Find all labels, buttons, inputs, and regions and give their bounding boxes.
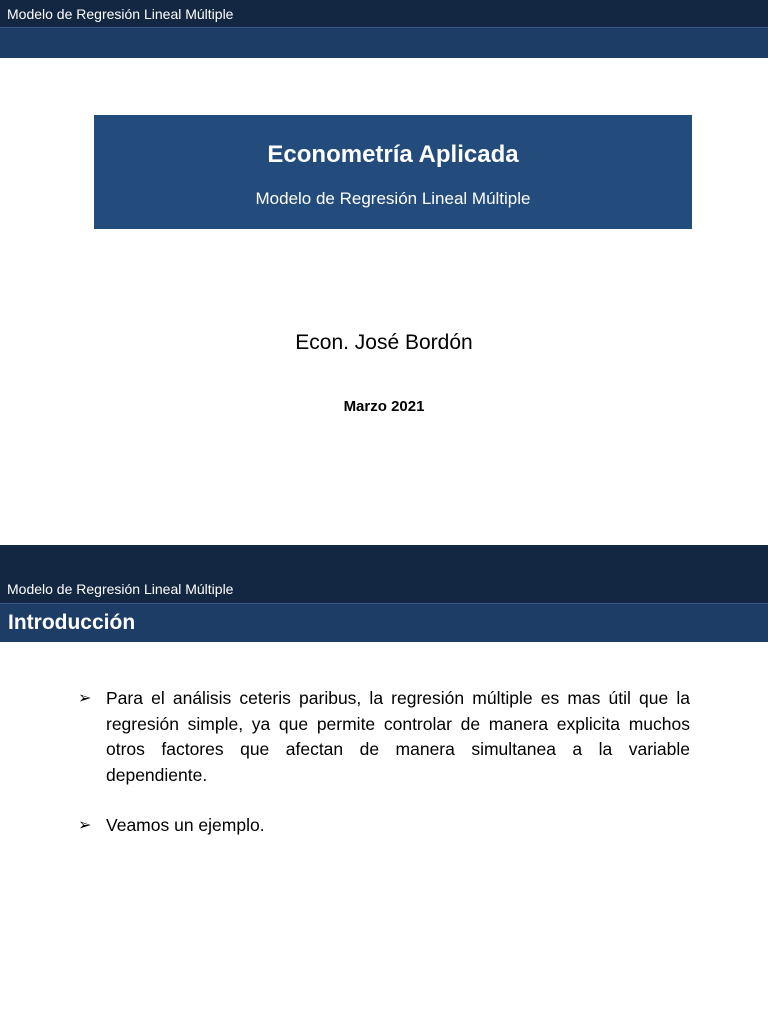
slide-header-text: Modelo de Regresión Lineal Múltiple [7, 581, 234, 597]
bullet-text: Veamos un ejemplo. [106, 815, 265, 835]
title-box [94, 115, 692, 229]
slide-title: Econometría Aplicada [267, 141, 519, 168]
slide-header: Modelo de Regresión Lineal Múltiple [0, 0, 768, 27]
list-item [78, 686, 690, 788]
author-name: Econ. José Bordón [295, 331, 473, 354]
arrow-bullet-icon: ➢ [78, 690, 92, 707]
presentation-date: Marzo 2021 [343, 398, 425, 415]
list-item [78, 813, 690, 839]
slide-subtitle: Modelo de Regresión Lineal Múltiple [255, 189, 531, 208]
header-band [0, 27, 768, 58]
bullet-text: Para el análisis ceteris paribus, la regresión múltiple es mas útil que la regresión simple, ya que permite controlar de manera explicita muchos otros factores que afectan de manera simultanea a la variable dependiente. [106, 688, 690, 785]
content-slide [0, 545, 768, 1024]
arrow-bullet-icon: ➢ [78, 817, 92, 834]
bullet-list [78, 686, 690, 864]
section-title: Introducción [0, 603, 768, 642]
slide-header [0, 545, 768, 603]
